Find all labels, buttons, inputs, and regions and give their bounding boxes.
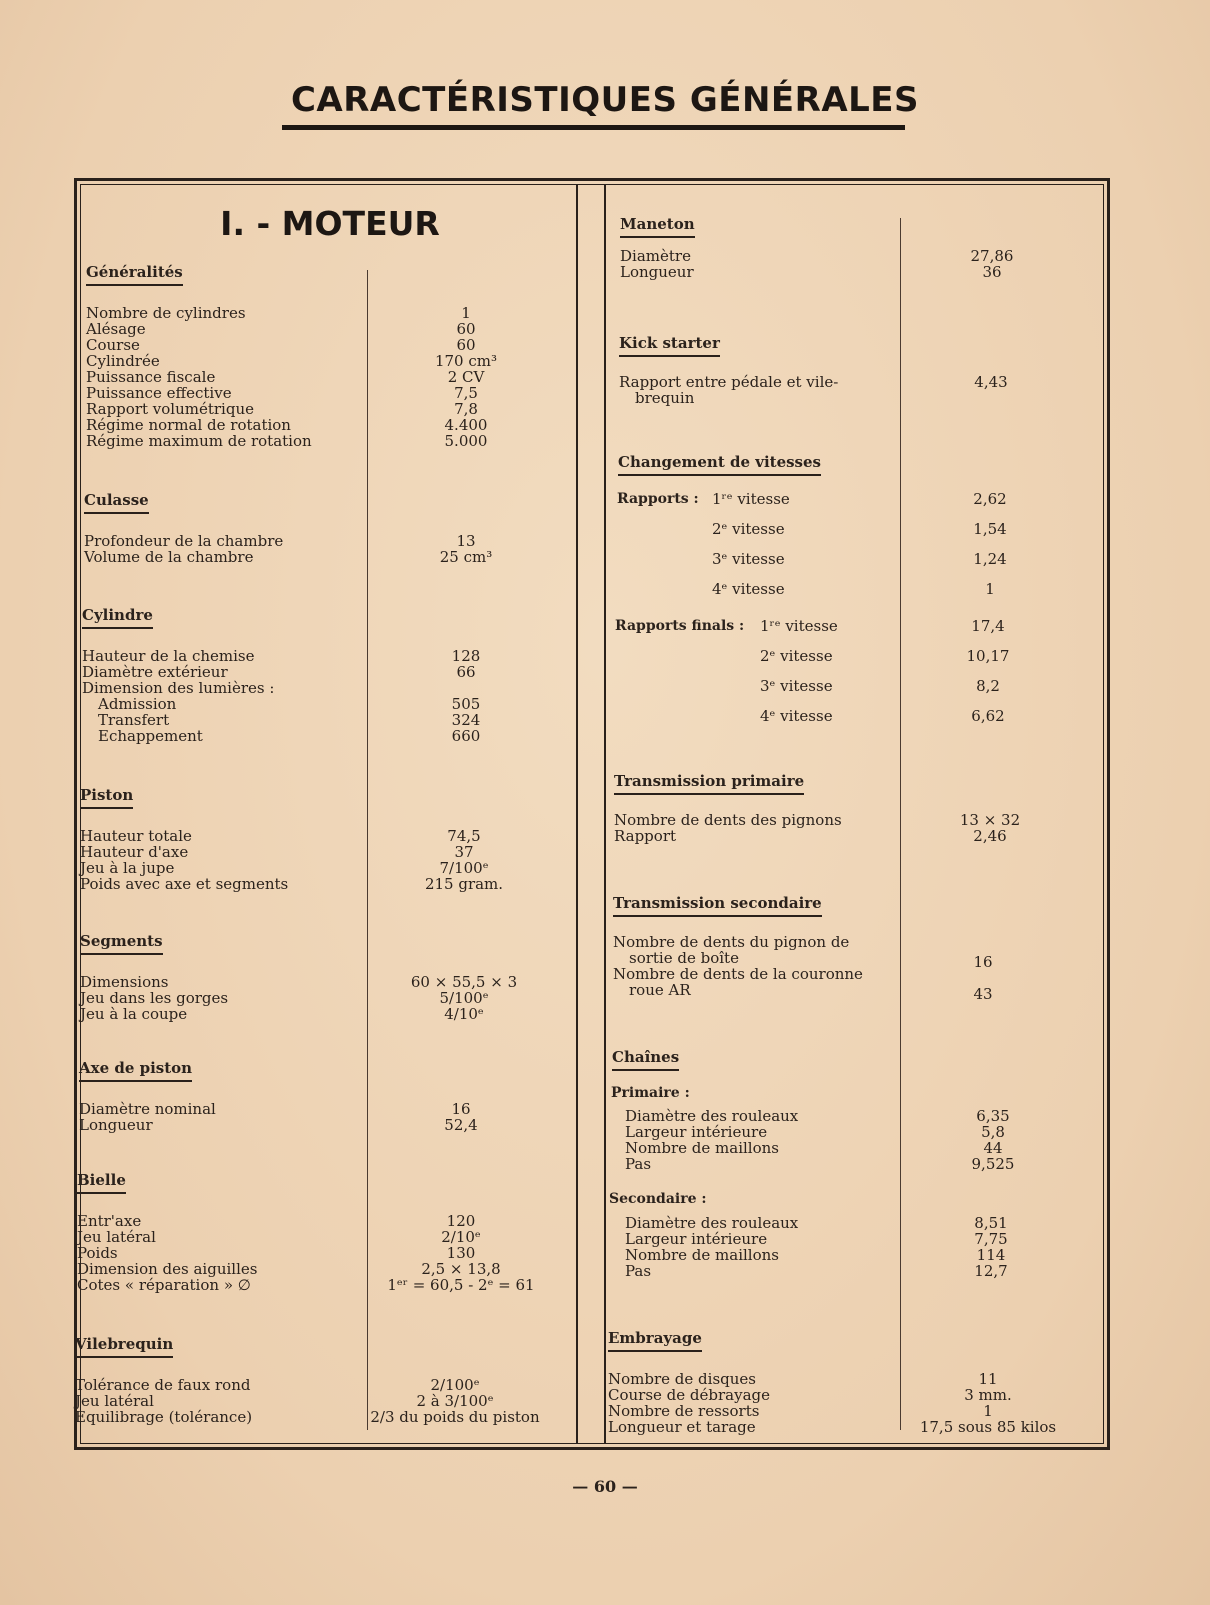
spec-label: Diamètre des rouleaux — [625, 1107, 799, 1125]
section-generalites — [86, 262, 566, 449]
spec-value: 7/100ᵉ — [439, 859, 489, 877]
spec-label: Jeu latéral — [75, 1392, 154, 1410]
spec-value: 60 — [456, 336, 476, 354]
spec-value: 170 cm³ — [434, 352, 498, 370]
spec-value: 128 — [451, 647, 481, 665]
spec-row — [84, 533, 564, 549]
spec-value: 2 à 3/100ᵉ — [416, 1392, 494, 1410]
section-title: Kick starter — [619, 334, 720, 357]
gear-label: 2ᵉ vitesse — [712, 520, 785, 538]
section-title: Embrayage — [608, 1329, 702, 1352]
spec-row — [608, 1387, 1088, 1403]
spec-label: Entr'axe — [77, 1212, 142, 1230]
gear-row — [712, 581, 1092, 597]
spec-value: 74,5 — [447, 827, 481, 845]
spec-label: Admission — [98, 695, 177, 713]
spec-label: Jeu à la coupe — [80, 1005, 188, 1023]
spec-label: Dimension des lumières : — [82, 679, 275, 697]
gear-value: 10,17 — [966, 647, 1010, 665]
section-title: Culasse — [84, 491, 149, 514]
section-maneton — [620, 214, 1090, 280]
spec-row — [614, 812, 1084, 828]
spec-row — [625, 1263, 1085, 1279]
section-embrayage — [608, 1328, 1088, 1435]
spec-label: Régime normal de rotation — [86, 416, 291, 434]
gear-row — [712, 491, 1092, 507]
gear-label: 3ᵉ vitesse — [760, 677, 833, 695]
spec-label: Rapport — [614, 827, 677, 845]
spec-row — [82, 648, 562, 664]
spec-label: Dimensions — [80, 973, 169, 991]
spec-label: Poids — [77, 1244, 118, 1262]
spec-label: Rapport volumétrique — [86, 400, 254, 418]
gear-row — [760, 648, 1090, 664]
section-axe-de-piston — [79, 1058, 559, 1133]
spec-value: 1ᵉʳ = 60,5 - 2ᵉ = 61 — [387, 1276, 535, 1294]
spec-label: Nombre de dents de la couronne — [613, 965, 863, 983]
spec-value: 12,7 — [974, 1262, 1008, 1280]
spec-value: 27,86 — [970, 247, 1014, 265]
spec-row — [86, 305, 566, 321]
spec-row — [619, 374, 1089, 390]
column-divider-right — [604, 184, 606, 1444]
spec-value: 5,8 — [981, 1123, 1005, 1141]
spec-label: Tolérance de faux rond — [75, 1376, 251, 1394]
gear-label: 1ʳᵉ vitesse — [760, 617, 838, 635]
spec-label: Diamètre des rouleaux — [625, 1214, 799, 1232]
gear-label: 4ᵉ vitesse — [760, 707, 833, 725]
spec-value: 60 × 55,5 × 3 — [410, 973, 518, 991]
spec-value: 43 — [973, 985, 993, 1003]
gear-value: 17,4 — [971, 617, 1005, 635]
spec-label: Longueur et tarage — [608, 1418, 756, 1436]
spec-row — [82, 712, 562, 728]
section-transmission-primaire — [614, 771, 1084, 844]
spec-row — [625, 1124, 1085, 1140]
spec-label: Transfert — [98, 711, 170, 729]
spec-row — [77, 1213, 557, 1229]
gear-label: 3ᵉ vitesse — [712, 550, 785, 568]
spec-value: 4/10ᵉ — [444, 1005, 484, 1023]
spec-value: 6,35 — [976, 1107, 1010, 1125]
spec-value: 1 — [461, 304, 471, 322]
section-kick-starter — [619, 333, 1089, 406]
spec-label: Cylindrée — [86, 352, 160, 370]
spec-value: 5/100ᵉ — [439, 989, 489, 1007]
section-title: Transmission secondaire — [613, 894, 822, 917]
spec-label: Longueur — [79, 1116, 153, 1134]
spec-row — [80, 828, 560, 844]
spec-label: Course de débrayage — [608, 1386, 771, 1404]
spec-row — [82, 664, 562, 680]
spec-value: 505 — [451, 695, 481, 713]
spec-value: 9,525 — [971, 1155, 1015, 1173]
gear-row — [760, 678, 1090, 694]
spec-label: Nombre de dents du pignon de — [613, 933, 850, 951]
spec-label: Rapport entre pédale et vile- — [619, 373, 839, 391]
spec-value: 13 — [456, 532, 476, 550]
spec-row — [619, 390, 1089, 406]
spec-row — [82, 680, 562, 696]
section-title: Vilebrequin — [75, 1335, 173, 1358]
spec-row — [613, 981, 1083, 1003]
spec-row — [620, 248, 1090, 264]
gear-row — [712, 551, 1092, 567]
spec-value: 2/10ᵉ — [441, 1228, 481, 1246]
spec-label: Jeu latéral — [77, 1228, 156, 1246]
secondaire-label: Secondaire : — [609, 1191, 707, 1207]
spec-value: 11 — [978, 1370, 998, 1388]
primaire-list — [625, 1108, 1085, 1172]
chapter-title: I. - MOTEUR — [220, 204, 440, 243]
section-title: Maneton — [620, 215, 695, 238]
section-title: Changement de vitesses — [618, 453, 821, 476]
gear-row — [760, 618, 1090, 634]
spec-label: Puissance fiscale — [86, 368, 216, 386]
section-cylindre — [82, 605, 562, 744]
spec-row — [77, 1261, 557, 1277]
spec-label: Nombre de maillons — [625, 1139, 779, 1157]
section-segments — [80, 931, 560, 1022]
spec-row — [79, 1117, 559, 1133]
spec-row — [80, 876, 560, 892]
spec-row — [77, 1229, 557, 1245]
spec-value: 37 — [454, 843, 474, 861]
spec-label: Volume de la chambre — [84, 548, 254, 566]
spec-value: 324 — [451, 711, 481, 729]
section-piston — [80, 785, 560, 892]
spec-row — [608, 1371, 1088, 1387]
spec-row — [80, 974, 560, 990]
spec-value: 7,5 — [454, 384, 478, 402]
section-title: Axe de piston — [79, 1059, 192, 1082]
spec-value: 660 — [451, 727, 481, 745]
section-bielle — [77, 1170, 557, 1293]
page-title: CARACTÉRISTIQUES GÉNÉRALES — [290, 80, 920, 120]
gear-label: 1ʳᵉ vitesse — [712, 490, 790, 508]
spec-label: Echappement — [98, 727, 203, 745]
spec-label: Diamètre nominal — [79, 1100, 216, 1118]
spec-value: 114 — [976, 1246, 1006, 1264]
spec-row — [625, 1231, 1085, 1247]
spec-row — [625, 1247, 1085, 1263]
spec-label: Nombre de cylindres — [86, 304, 246, 322]
spec-label: Hauteur d'axe — [80, 843, 189, 861]
spec-row — [86, 353, 566, 369]
gear-value: 6,62 — [971, 707, 1005, 725]
spec-label: roue AR — [629, 981, 691, 999]
spec-value: 52,4 — [444, 1116, 478, 1134]
spec-row — [86, 321, 566, 337]
spec-value: 16 — [973, 953, 993, 971]
spec-row — [613, 949, 1083, 971]
spec-label: Hauteur de la chemise — [82, 647, 255, 665]
gear-value: 1,24 — [973, 550, 1007, 568]
spec-row — [613, 966, 1083, 982]
spec-row — [80, 860, 560, 876]
rapports-label: Rapports : — [617, 491, 699, 507]
spec-label: Jeu à la jupe — [80, 859, 175, 877]
spec-value: 8,51 — [974, 1214, 1008, 1232]
spec-value: 2,46 — [973, 827, 1007, 845]
spec-value: 2,5 × 13,8 — [421, 1260, 501, 1278]
spec-label: Largeur intérieure — [625, 1123, 768, 1141]
page-number: — 60 — — [572, 1477, 638, 1496]
spec-value: 7,8 — [454, 400, 478, 418]
spec-label: Dimension des aiguilles — [77, 1260, 258, 1278]
spec-row — [80, 990, 560, 1006]
spec-value: 120 — [446, 1212, 476, 1230]
spec-value: 7,75 — [974, 1230, 1008, 1248]
spec-label: Nombre de maillons — [625, 1246, 779, 1264]
rapports-finals-label: Rapports finals : — [615, 618, 745, 634]
spec-label: Largeur intérieure — [625, 1230, 768, 1248]
spec-label: sortie de boîte — [629, 949, 739, 967]
spec-label: Equilibrage (tolérance) — [75, 1408, 253, 1426]
spec-row — [608, 1403, 1088, 1419]
spec-row — [84, 549, 564, 565]
spec-row — [82, 696, 562, 712]
spec-row — [75, 1409, 555, 1425]
section-transmission-secondaire — [613, 893, 1083, 1003]
spec-value: 4.400 — [444, 416, 488, 434]
gear-value: 1,54 — [973, 520, 1007, 538]
section-title: Transmission primaire — [614, 772, 804, 795]
section-title: Bielle — [77, 1171, 126, 1194]
spec-label: Pas — [625, 1155, 652, 1173]
section-title: Généralités — [86, 263, 183, 286]
spec-label: Nombre de dents des pignons — [614, 811, 842, 829]
section-title: Piston — [80, 786, 133, 809]
spec-row — [86, 337, 566, 353]
spec-row — [86, 369, 566, 385]
spec-value: 3 mm. — [964, 1386, 1012, 1404]
spec-row — [80, 1006, 560, 1022]
spec-row — [75, 1393, 555, 1409]
spec-row — [625, 1156, 1085, 1172]
spec-label: Nombre de ressorts — [608, 1402, 760, 1420]
spec-row — [77, 1245, 557, 1261]
gear-label: 2ᵉ vitesse — [760, 647, 833, 665]
spec-row — [75, 1377, 555, 1393]
spec-value: 4,43 — [974, 373, 1008, 391]
section-culasse — [84, 490, 564, 565]
gear-value: 2,62 — [973, 490, 1007, 508]
spec-value: 130 — [446, 1244, 476, 1262]
section-title: Cylindre — [82, 606, 153, 629]
spec-value: 44 — [983, 1139, 1003, 1157]
spec-row — [80, 844, 560, 860]
spec-value: 2 CV — [447, 368, 485, 386]
spec-value: 16 — [451, 1100, 471, 1118]
spec-label: Course — [86, 336, 140, 354]
spec-value: 2/3 du poids du piston — [370, 1408, 540, 1426]
column-divider-left — [576, 184, 578, 1444]
spec-label: Jeu dans les gorges — [80, 989, 229, 1007]
section-chaines — [612, 1047, 1082, 1071]
spec-row — [86, 433, 566, 449]
spec-label: Hauteur totale — [80, 827, 192, 845]
primaire-label: Primaire : — [611, 1085, 690, 1101]
spec-row — [613, 934, 1083, 950]
spec-row — [86, 417, 566, 433]
spec-value: 17,5 sous 85 kilos — [919, 1418, 1057, 1436]
spec-label: Puissance effective — [86, 384, 232, 402]
spec-row — [608, 1419, 1088, 1435]
section-title: Chaînes — [612, 1048, 679, 1071]
spec-row — [77, 1277, 557, 1293]
spec-label: Profondeur de la chambre — [84, 532, 284, 550]
section-vilebrequin — [75, 1334, 555, 1425]
spec-row — [86, 401, 566, 417]
section-title: Segments — [80, 932, 163, 955]
gear-row — [760, 708, 1090, 724]
spec-label: Nombre de disques — [608, 1370, 756, 1388]
spec-row — [79, 1101, 559, 1117]
spec-row — [82, 728, 562, 744]
spec-label: Diamètre — [620, 247, 691, 265]
spec-value: 66 — [456, 663, 476, 681]
spec-row — [625, 1215, 1085, 1231]
spec-value: 13 × 32 — [959, 811, 1021, 829]
gear-label: 4ᵉ vitesse — [712, 580, 785, 598]
spec-label: Poids avec axe et segments — [80, 875, 289, 893]
spec-value: 60 — [456, 320, 476, 338]
spec-row — [625, 1108, 1085, 1124]
spec-value: 5.000 — [444, 432, 488, 450]
spec-label: Régime maximum de rotation — [86, 432, 312, 450]
section-changement-de-vitesses — [618, 452, 1088, 476]
spec-value: 1 — [983, 1402, 993, 1420]
spec-value: 36 — [982, 263, 1002, 281]
spec-value: 215 gram. — [424, 875, 504, 893]
spec-row — [614, 828, 1084, 844]
spec-label: brequin — [635, 389, 695, 407]
spec-row — [625, 1140, 1085, 1156]
spec-row — [86, 385, 566, 401]
spec-value: 2/100ᵉ — [430, 1376, 480, 1394]
spec-label: Longueur — [620, 263, 694, 281]
spec-label: Alésage — [86, 320, 146, 338]
secondaire-list — [625, 1215, 1085, 1279]
gear-row — [712, 521, 1092, 537]
spec-row — [620, 264, 1090, 280]
spec-label: Cotes « réparation » ∅ — [77, 1276, 251, 1294]
title-underline — [282, 125, 905, 130]
gear-value: 1 — [985, 580, 995, 598]
spec-label: Pas — [625, 1262, 652, 1280]
gear-value: 8,2 — [976, 677, 1000, 695]
spec-label: Diamètre extérieur — [82, 663, 228, 681]
spec-value: 25 cm³ — [439, 548, 493, 566]
